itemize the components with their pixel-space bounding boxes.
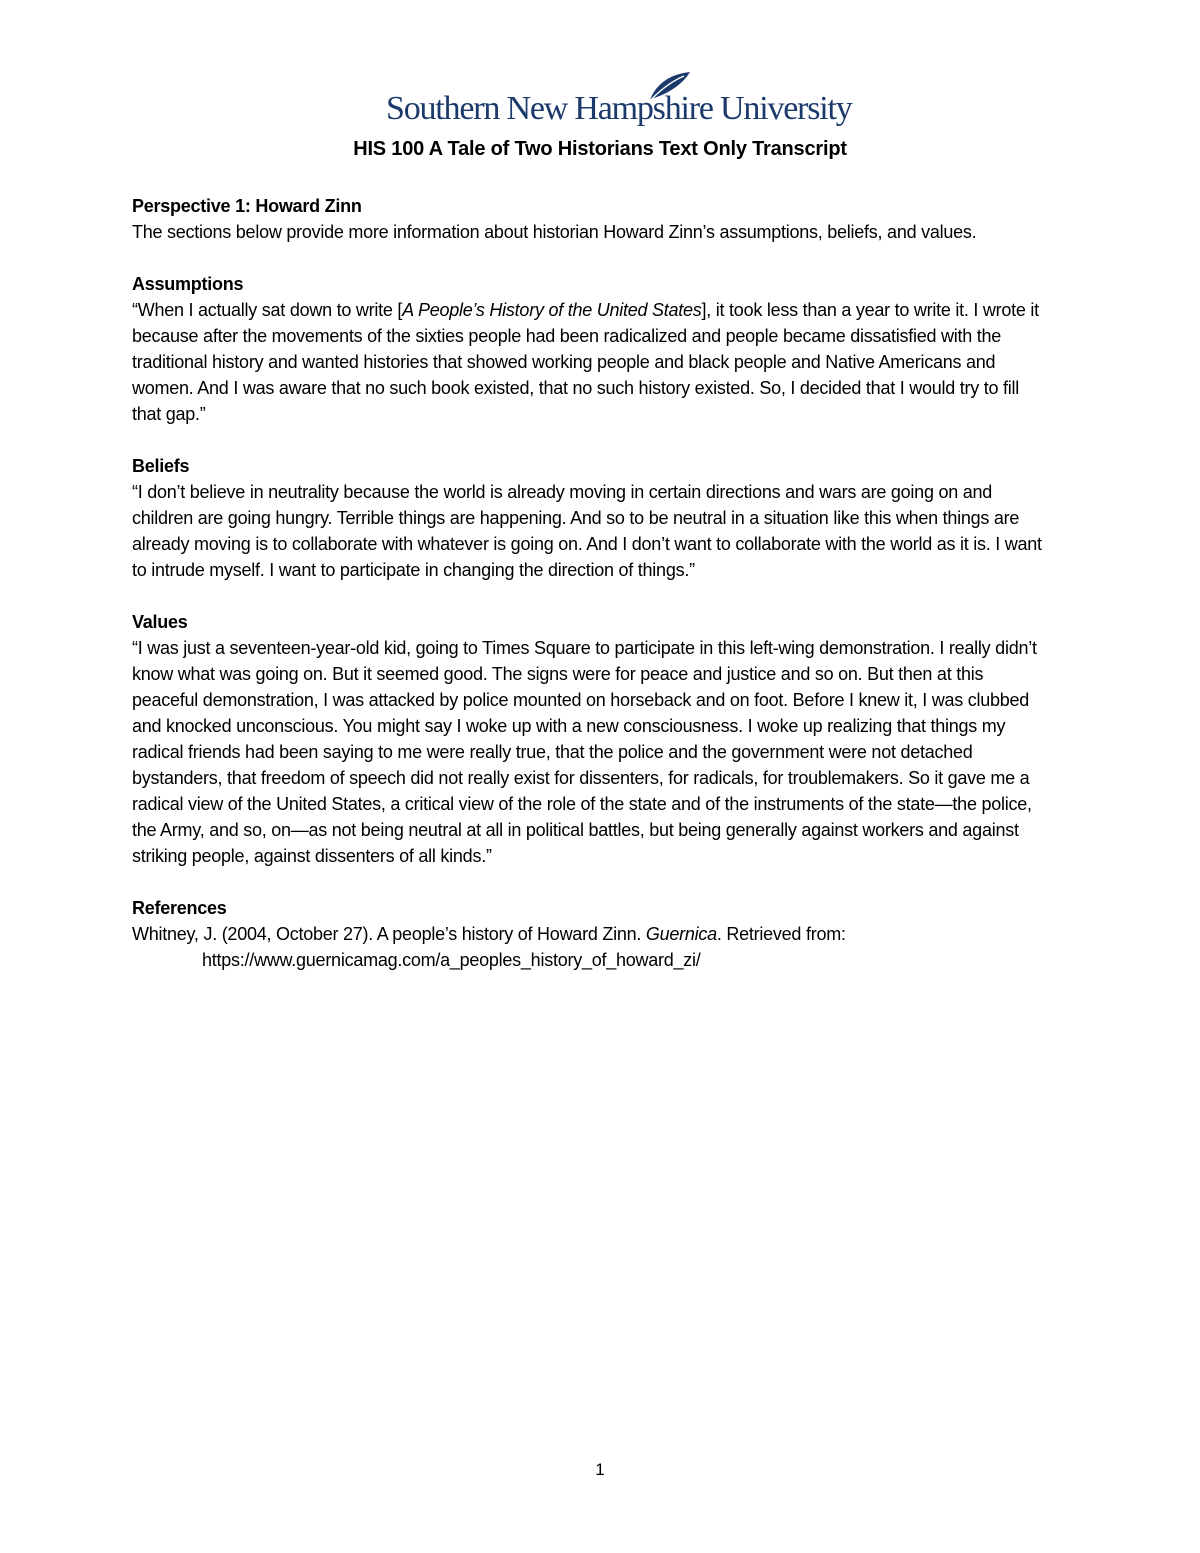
page-number: 1 <box>595 1460 605 1479</box>
reference-citation <box>132 921 1052 947</box>
perspective-heading: Perspective 1: Howard Zinn <box>132 196 362 216</box>
assumptions-quote <box>132 297 1052 427</box>
document-title: HIS 100 A Tale of Two Historians Text Only Transcript <box>353 138 847 160</box>
reference-url[interactable]: https://www.guernicamag.com/a_peoples_history_of_howard_zi/ <box>202 950 701 970</box>
citation-journal: Guernica <box>645 924 717 944</box>
beliefs-heading: Beliefs <box>132 456 190 476</box>
book-title: A People’s History of the United States <box>402 300 702 320</box>
logo-text: Southern New Hampshire University <box>386 90 852 127</box>
values-heading: Values <box>132 612 188 632</box>
perspective-intro: The sections below provide more information about historian Howard Zinn’s assumptions, beliefs, and values. <box>132 222 977 242</box>
citation-author: Whitney, J. (2004, October 27). A people’s history of Howard Zinn. <box>132 924 646 944</box>
assumptions-heading: Assumptions <box>132 274 244 294</box>
values-quote: “I was just a seventeen-year-old kid, going to Times Square to participate in this left-wing demonstration. I really didn’t know what was going on. But it seemed good. The signs were for peace and justice and so on. But then at this peaceful demonstration, I was attacked by police mounted on horseback and on foot. Before I knew it, I was clubbed and knocked unconscious. You might say I woke up with a new consciousness. I woke up realizing that things my radical friends had been saying to me were really true, that the police and the government were not detached bystanders, that freedom of speech did not really exist for dissenters, for radicals, for troublemakers. So it gave me a radical view of the United States, a critical view of the role of the state and of the instruments of the state—the police, the Army, and so, on—as not being neutral at all in political battles, but being generally against workers and against striking people, against dissenters of all kinds.” <box>132 638 1037 866</box>
references-heading: References <box>132 898 227 918</box>
assumptions-quote-start: “When I actually sat down to write [ <box>132 300 403 320</box>
university-logo <box>386 70 852 132</box>
document-body <box>132 193 1052 973</box>
assumptions-quote-end: ], it took less than a year to write it. I wrote it because after the movements of the sixties people had been radicalized and people became dissatisfied with the traditional history and wanted histories that showed working people and black people and Native Americans and women. And I was aware that no such book existed, that no such history existed. So, I decided that I would try to fill that gap.” <box>132 300 1039 424</box>
beliefs-quote: “I don’t believe in neutrality because the world is already moving in certain directions and wars are going on and children are going hungry. Terrible things are happening. And so to be neutral in a situation like this when things are already moving is to collaborate with whatever is going on. And I don’t want to collaborate with the world as it is. I want to intrude myself. I want to participate in changing the direction of things.” <box>132 482 1042 580</box>
citation-retrieved: . Retrieved from: <box>716 924 846 944</box>
